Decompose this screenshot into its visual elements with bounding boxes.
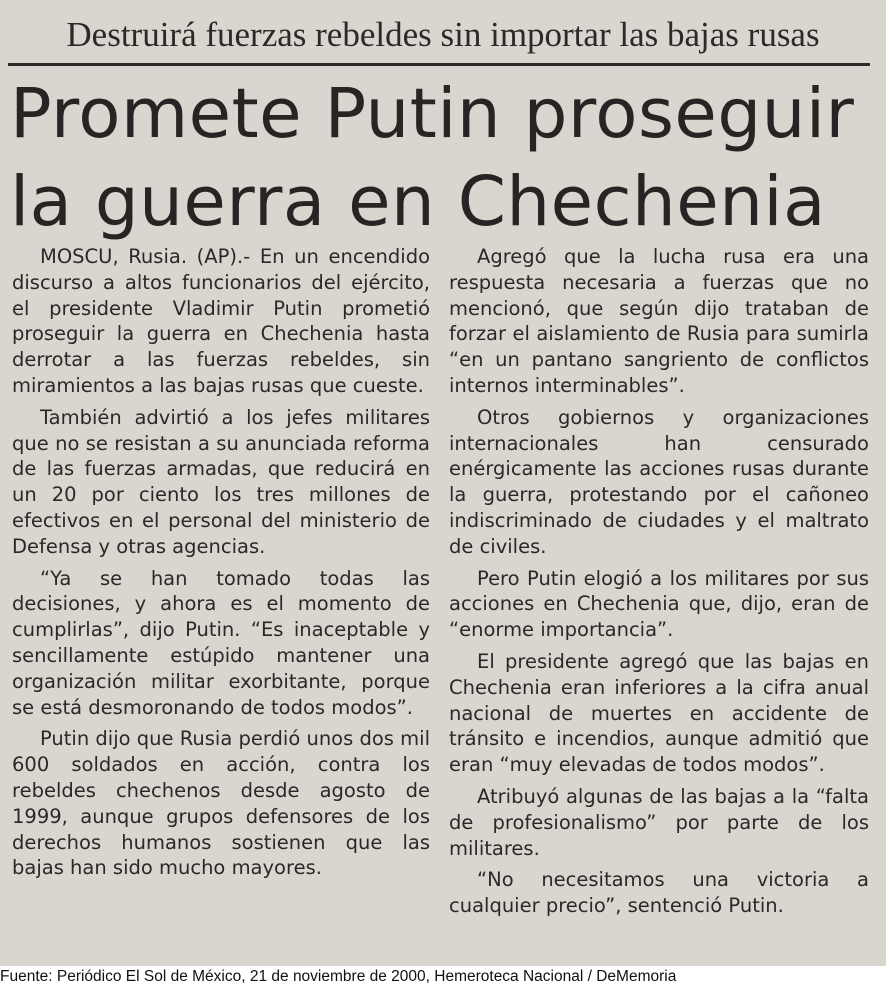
headline-line-2: la guerra en Chechenia (10, 162, 826, 242)
article-headline (10, 70, 880, 246)
kicker-divider (8, 63, 870, 66)
paragraph: “Ya se han tomado todas las decisiones, y ahora es el momento de cumplirlas”, dijo Putin. “Es inaceptable y sencillamente estúpido mantener una organización militar exorbitante, porque se está desmoronando de todos modos”. (12, 566, 430, 719)
paragraph: El presidente agregó que las bajas en Chechenia eran inferiores a la cifra anual nacional de muertes en accidente de tránsito e incendios, aunque admitió que eran “muy elevadas de todos modos”. (449, 649, 869, 777)
headline-line-1: Promete Putin proseguir (10, 74, 855, 154)
paragraph: Agregó que la lucha rusa era una respuesta necesaria a fuerzas que no mencionó, que según dijo trataban de forzar el aislamiento de Rusia para sumirla “en un pantano sangriento de conflictos internos interminables”. (449, 245, 869, 397)
paragraph: Pero Putin elogió a los militares por sus acciones en Chechenia que, dijo, eran de “enorme importancia”. (449, 566, 869, 642)
paragraph: “No necesitamos una victoria a cualquier precio”, sentenció Putin. (449, 868, 869, 918)
source-credit: Fuente: Periódico El Sol de México, 21 de noviembre de 2000, Hemeroteca Nacional / DeMemoria (0, 968, 677, 985)
paragraph: Putin dijo que Rusia perdió unos dos mil 600 soldados en acción, contra los rebeldes chechenos desde agosto de 1999, aunque grupos defensores de los derechos humanos sostienen que las bajas han sido mucho mayores. (12, 727, 430, 880)
article-kicker: Destruirá fuerzas rebeldes sin importar las bajas rusas (66, 15, 820, 54)
paragraph: MOSCU, Rusia. (AP).- En un encendido discurso a altos funcionarios del ejército, el presidente Vladimir Putin prometió proseguir la guerra en Chechenia hasta derrotar a las fuerzas rebeldes, sin miramientos a las bajas rusas que cueste. (12, 245, 430, 397)
paragraph: Otros gobiernos y organizaciones internacionales han censurado enérgicamente las acciones rusas durante la guerra, protestando por el cañoneo indiscriminado de ciudades y el maltrato de civiles. (449, 405, 869, 558)
paragraph: También advirtió a los jefes militares que no se resistan a su anunciada reforma de las fuerzas armadas, que reducirá en un 20 por ciento los tres millones de efectivos en el personal del ministerio de Defensa y otras agencias. (12, 405, 430, 558)
article-left-column (12, 244, 430, 887)
article-right-column (449, 244, 869, 925)
paragraph: Atribuyó algunas de las bajas a la “falta de profesionalismo” por parte de los militares. (449, 784, 869, 860)
